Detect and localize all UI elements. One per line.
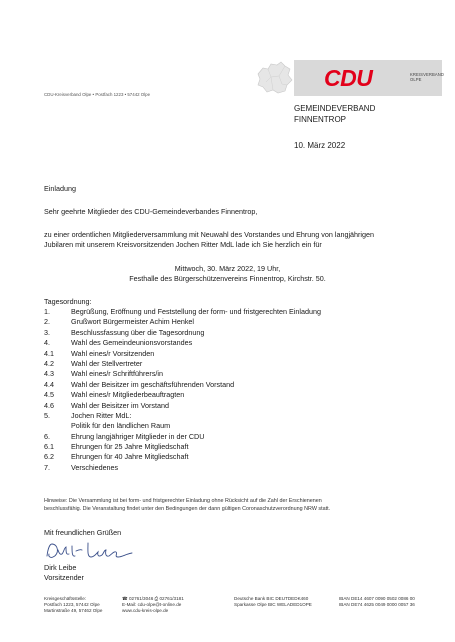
agenda-item-text: Wahl eines/r Mitgliederbeauftragten: [71, 390, 185, 400]
agenda-item-number: 1.: [44, 307, 50, 316]
footer-website: www.cdu-kreis-olpe.de: [122, 608, 169, 614]
footer-address-line: Postfach 1223, 57442 Olpe: [44, 602, 100, 608]
agenda-item-text: Verschiedenes: [71, 462, 119, 472]
agenda-item-number: 4.4: [44, 379, 54, 389]
agenda-item-text: Ehrungen für 40 Jahre Mitgliedschaft: [71, 452, 189, 462]
footer-iban-line: IBAN DE74 4625 0049 0000 0057 36: [339, 602, 415, 608]
agenda-item-text: Grußwort Bürgermeister Achim Henkel: [71, 317, 195, 327]
event-date-line: Mittwoch, 30. März 2022, 19 Uhr,: [174, 264, 281, 273]
agenda-item-number: 4.6: [44, 400, 54, 410]
footer-banks: [234, 596, 312, 608]
agenda-item-text: Ehrungen für 25 Jahre Mitgliedschaft: [71, 442, 189, 452]
agenda-item-number: 3.: [44, 327, 50, 337]
agenda-item-number: 6.2: [44, 452, 54, 462]
footer-contact: [122, 596, 184, 615]
logo-subtitle-line2: OLPE: [410, 77, 422, 82]
agenda-item-number: 7.: [44, 462, 50, 472]
footer-iban: [339, 596, 415, 608]
agenda-item-text: Wahl eines/r Vorsitzenden: [71, 348, 155, 358]
brand-bar: [294, 60, 445, 96]
agenda-item-text: Begrüßung, Eröffnung und Feststellung der form- und fristgerechten Einladung: [71, 307, 321, 316]
agenda-item-number: 4.5: [44, 390, 54, 400]
salutation: Sehr geehrte Mitglieder des CDU-Gemeindeverbandes Finnentrop,: [44, 207, 258, 216]
handwritten-signature: [44, 538, 134, 564]
organization-line1: GEMEINDEVERBAND: [294, 104, 376, 113]
agenda-item-number: 4.1: [44, 348, 54, 358]
footer-iban-line: IBAN DE14 4607 0090 0502 0086 00: [339, 596, 415, 601]
sender-return-address: CDU-Kreisverband Olpe • Postfach 1223 • 57442 Olpe: [44, 92, 151, 97]
agenda-item-text: Wahl des Gemeindeunionsvorstandes: [71, 338, 193, 348]
agenda-item-number: 5.: [44, 410, 50, 420]
district-map-icon: [254, 60, 294, 96]
organization-line2: FINNENTROP: [294, 115, 346, 124]
agenda-item-number: 4.2: [44, 358, 54, 368]
subject: Einladung: [44, 184, 76, 193]
footer-email: E-Mail: cdu-olpe@t-online.de: [122, 602, 182, 608]
agenda-item-text: Wahl der Beisitzer im geschäftsführenden Vorstand: [71, 379, 235, 389]
agenda-item-text: Ehrung langjähriger Mitglieder in der CDU: [71, 431, 205, 441]
notice-line2: beschlussfähig. Die Veranstaltung findet unter den Bedingungen der dann gültigen Coronaschutzverordnung NRW statt.: [44, 506, 331, 512]
closing-greeting: Mit freundlichen Grüßen: [44, 528, 122, 537]
intro-line1: zu einer ordentlichen Mitgliederversammlung mit Neuwahl des Vorstandes und Ehrung von langjährigen: [44, 230, 375, 239]
agenda-item-text: Wahl der Beisitzer im Vorstand: [71, 400, 169, 410]
letterhead: [254, 60, 445, 96]
agenda-item-text: Politik für den ländlichen Raum: [71, 421, 171, 431]
signer-title: Vorsitzender: [44, 573, 84, 582]
signer-name: Dirk Leibe: [44, 563, 77, 572]
agenda-item-number: 6.1: [44, 442, 54, 452]
agenda-item-text: Wahl der Stellvertreter: [71, 358, 143, 368]
agenda-item-text: Beschlussfassung über die Tagesordnung: [71, 327, 205, 337]
agenda-heading: Tagesordnung:: [44, 297, 92, 306]
footer-address: [44, 596, 102, 615]
footer-address-line: Kreisgeschäftsstelle:: [44, 596, 87, 601]
logo-subtitle-line1: KREISVERBAND: [410, 72, 445, 77]
agenda-item-number: 4.3: [44, 369, 54, 379]
intro-line2: Jubilaren mit unserem Kreisvorsitzenden Jochen Ritter MdL lade ich Sie herzlich ein für: [44, 240, 322, 249]
footer-bank-line: Sparkasse Olpe BIC WELADED1OPE: [234, 602, 312, 608]
agenda-item-number: 6.: [44, 431, 50, 441]
agenda-item-text: Jochen Ritter MdL:: [71, 410, 132, 420]
agenda-item-number: 2.: [44, 317, 50, 327]
footer-address-line: Martinstraße 49, 57462 Olpe: [44, 608, 103, 614]
letter-date: 10. März 2022: [294, 141, 346, 150]
event-location-line: Festhalle des Bürgerschützenvereins Finnentrop, Kirchstr. 50.: [129, 274, 326, 283]
cdu-logo: CDU: [324, 65, 373, 91]
agenda-item-number: 4.: [44, 338, 50, 348]
footer-phone-fax: ☎ 02761/3046 ⎙ 02761/3181: [122, 596, 184, 601]
notice-line1: Hinweise: Die Versammlung ist bei form- und fristgerechter Einladung ohne Rücksicht auf die Zahl der Erschienenen: [44, 498, 322, 504]
footer-bank-line: Deutsche Bank BIC DEUTDEDK460: [234, 596, 309, 601]
agenda-item-text: Wahl eines/r Schriftführers/in: [71, 369, 164, 379]
